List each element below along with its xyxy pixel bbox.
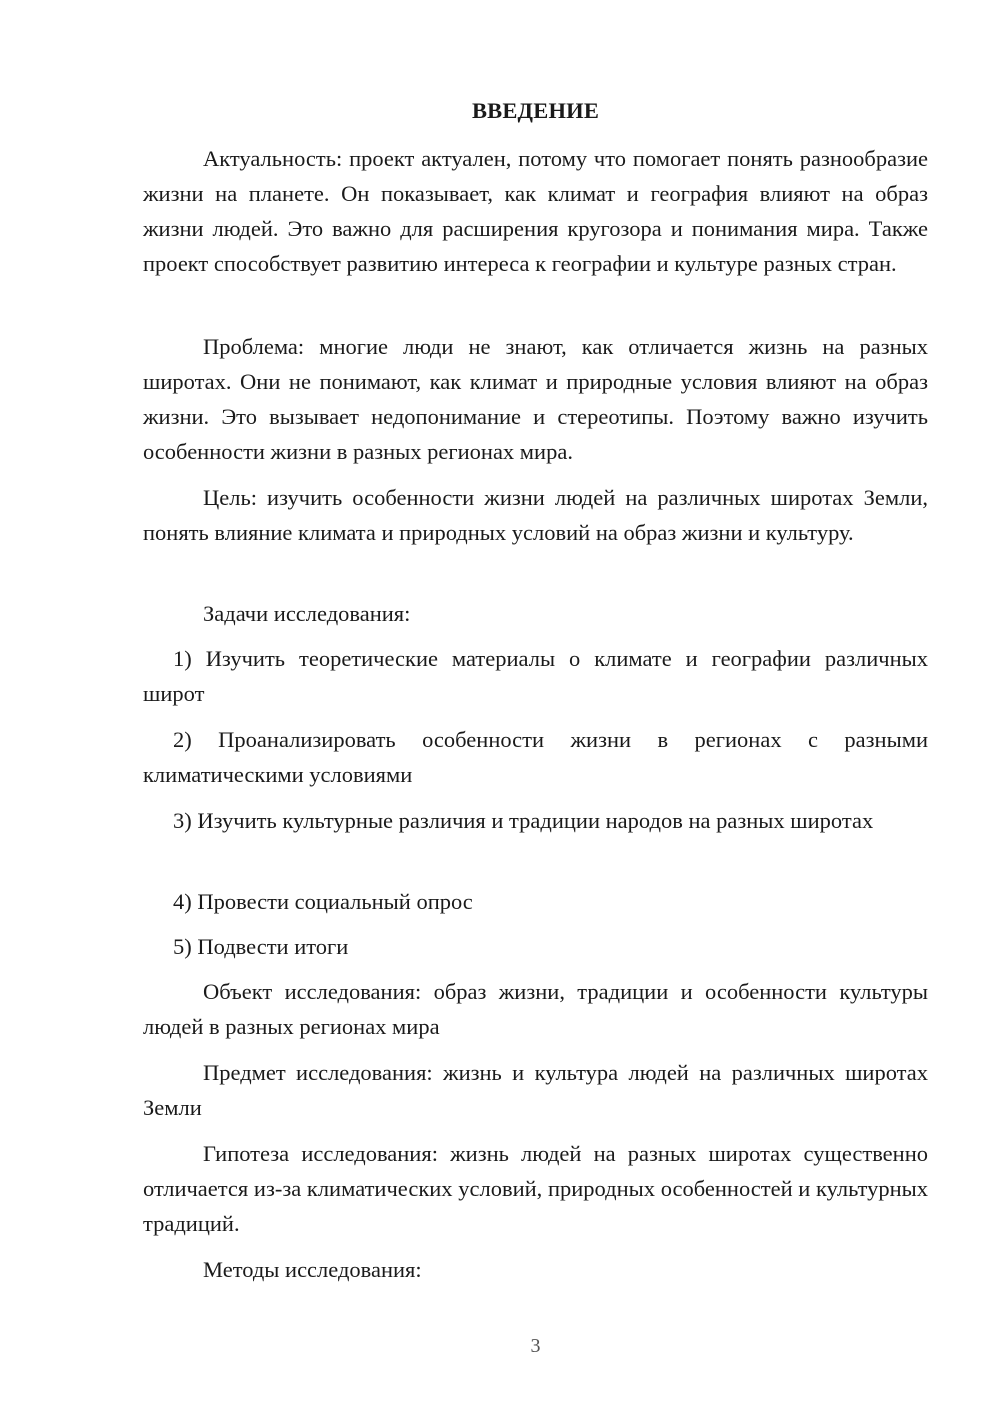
paragraph-hypothesis: Гипотеза исследования: жизнь людей на разных широтах существенно отличается из-за климатических условий, природных особенностей и культурных традиций. (143, 1141, 928, 1236)
paragraph-object: Объект исследования: образ жизни, традиции и особенности культуры людей в разных регионах мира (143, 979, 928, 1039)
list-item-task-2: 2) Проанализировать особенности жизни в регионах с разными климатическими условиями (143, 727, 928, 787)
paragraph-goal: Цель: изучить особенности жизни людей на различных широтах Земли, понять влияние климата и природных условий на образ жизни и культуру. (143, 485, 928, 545)
section-heading: ВВЕДЕНИЕ (471, 98, 600, 123)
document-page (143, 0, 928, 1414)
page-number: 3 (530, 1335, 541, 1357)
paragraph-tasks-heading: Задачи исследования: (203, 601, 411, 626)
paragraph-relevance: Актуальность: проект актуален, потому что помогает понять разнообразие жизни на планете. Он показывает, как климат и география влияют на образ жизни людей. Это важно для расширения кругозора и понимания мира. Также проект способствует развитию интереса к географии и культуре разных стран. (143, 146, 928, 276)
list-item-task-5: 5) Подвести итоги (173, 934, 349, 959)
paragraph-methods: Методы исследования: (203, 1257, 422, 1282)
list-item-task-3: 3) Изучить культурные различия и традиции народов на разных широтах (173, 808, 874, 833)
paragraph-subject: Предмет исследования: жизнь и культура людей на различных широтах Земли (143, 1060, 928, 1120)
list-item-task-4: 4) Провести социальный опрос (173, 889, 473, 914)
paragraph-problem: Проблема: многие люди не знают, как отличается жизнь на разных широтах. Они не понимают, как климат и природные условия влияют на образ жизни. Это вызывает недопонимание и стереотипы. Поэтому важно изучить особенности жизни в разных регионах мира. (143, 334, 928, 464)
list-item-task-1: 1) Изучить теоретические материалы о климате и географии различных широт (143, 646, 928, 706)
